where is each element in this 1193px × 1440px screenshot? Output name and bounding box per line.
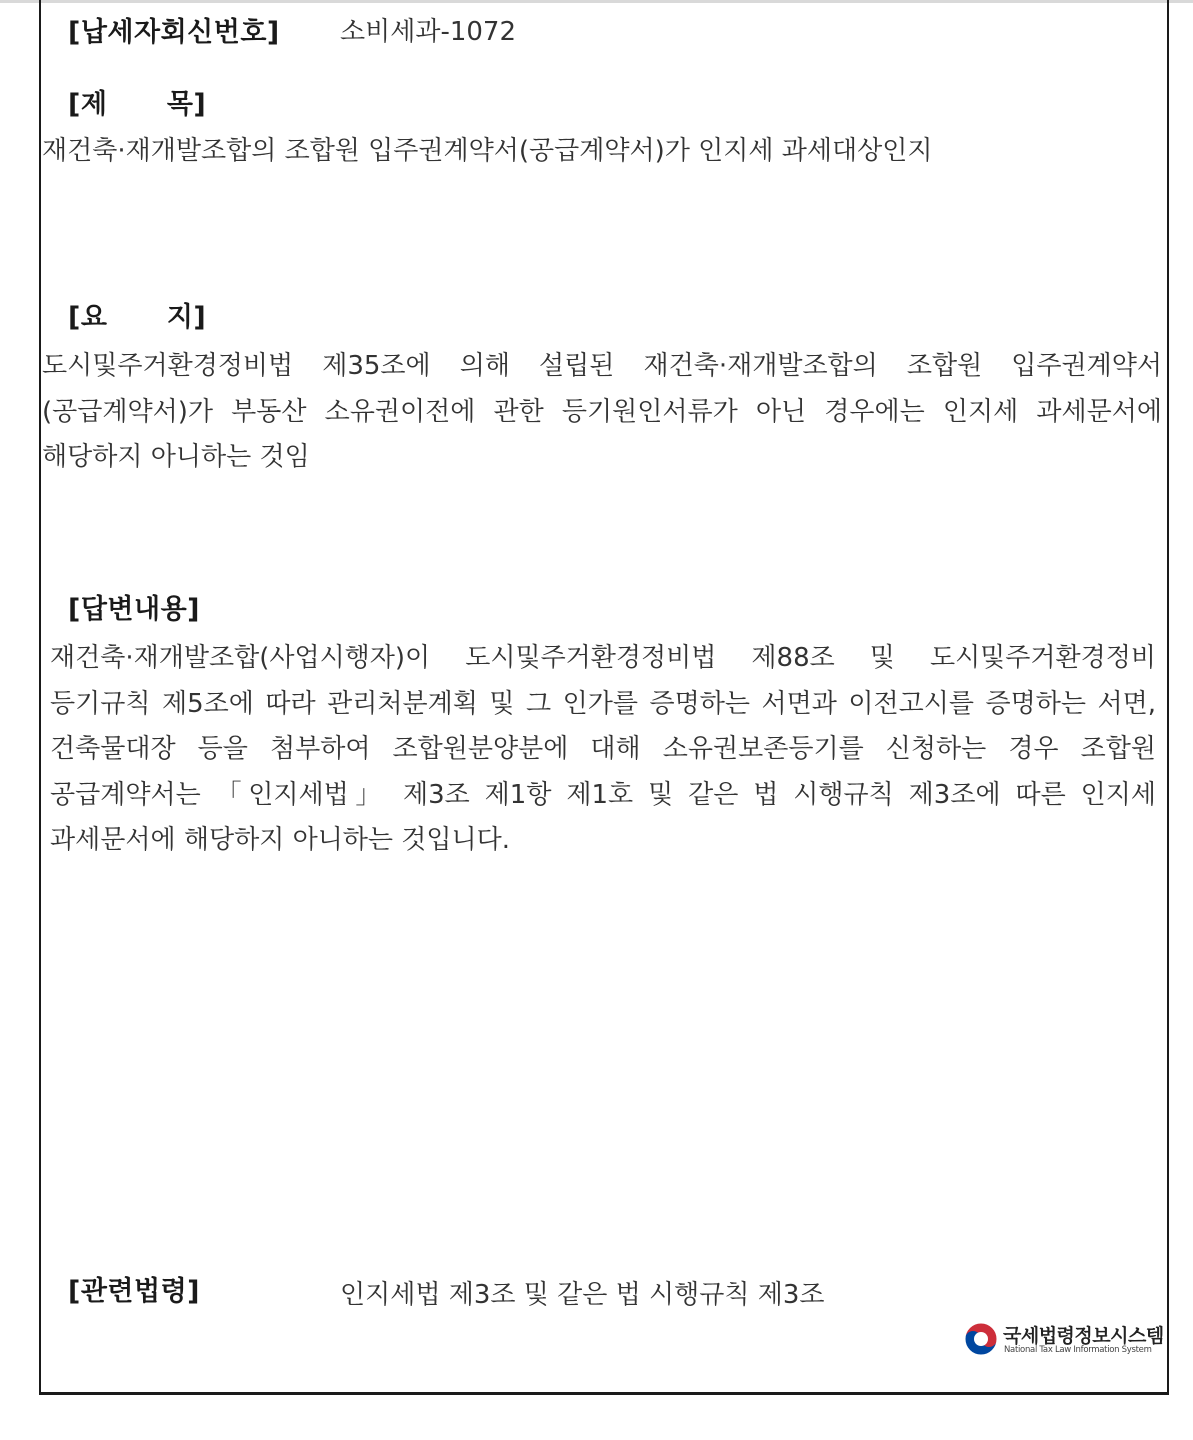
answer-text: 재건축·재개발조합(사업시행자)이 도시및주거환경정비법 제88조 및 도시및주거환경정비 등기규칙 제5조에 따라 관리처분계획 및 그 인가를 증명하는 서면과 이전고시를 증명하는 서면, 건축물대장 등을 첨부하여 조합원분양분에 대해 소유권보존등기를 신청하는 경우 조합원 공급계약서는 「인지세법」 제3조 제1항 제1호 및 같은 법 시행규칙 제3조에 따른 인지세 과세문서에 해당하지 아니하는 것입니다. [50, 643, 1156, 855]
title-text: 재건축·재개발조합의 조합원 입주권계약서(공급계약서)가 인지세 과세대상인지 [42, 136, 933, 166]
related-law-label: [관련법령] [68, 1276, 201, 1307]
taegeuk-emblem-icon [963, 1321, 999, 1357]
logo-name-en: National Tax Law Information System [1004, 1345, 1152, 1355]
related-law-text: 인지세법 제3조 및 같은 법 시행규칙 제3조 [340, 1280, 825, 1310]
title-label: [제 목] [68, 89, 207, 120]
logo-name-ko: 국세법령정보시스템 [1003, 1325, 1164, 1347]
reply-number-value: 소비세과-1072 [340, 17, 517, 47]
answer-label: [답변내용] [68, 594, 201, 625]
summary-text: 도시및주거환경정비법 제35조에 의해 설립된 재건축·재개발조합의 조합원 입주권계약서(공급계약서)가 부동산 소유권이전에 관한 등기원인서류가 아닌 경우에는 인지세 과세문서에 해당하지 아니하는 것임 [42, 351, 1162, 472]
reply-number-label: [납세자회신번호] [68, 17, 280, 48]
summary-label: [요 지] [68, 302, 207, 333]
nts-logo [963, 1320, 1164, 1360]
